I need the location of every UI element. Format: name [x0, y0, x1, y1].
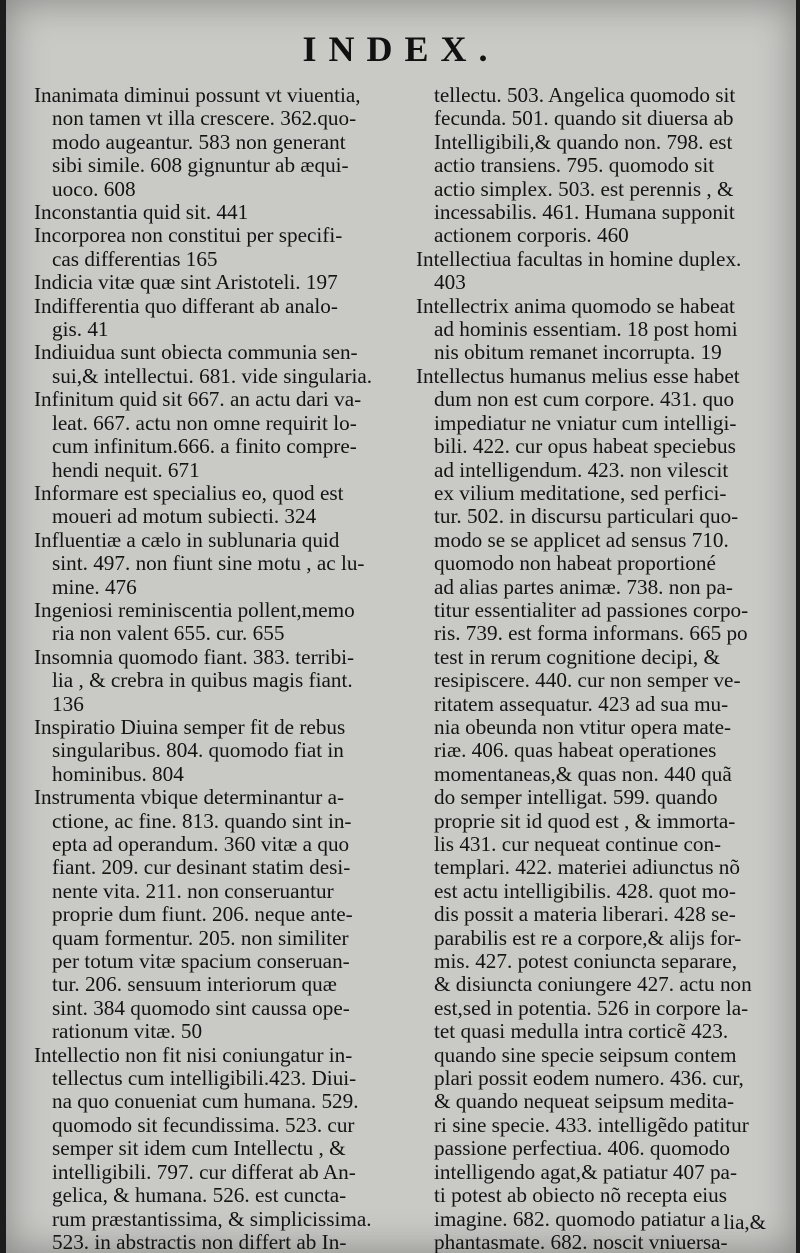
catchword: lia,&: [723, 1210, 766, 1234]
index-line: tellectus cum intelligibili.423. Diui-: [52, 1067, 357, 1091]
index-line: intelligibili. 797. cur differat ab An-: [52, 1160, 356, 1184]
index-line: fecunda. 501. quando sit diuersa ab: [434, 107, 734, 131]
book-page: [6, 0, 796, 1253]
index-line: hendi nequit. 671: [52, 458, 200, 482]
index-line: Infinitum quid sit 667. an actu dari va-: [34, 388, 362, 412]
index-line: ad alias partes animæ. 738. non pa-: [434, 575, 733, 599]
index-line: tellectu. 503. Angelica quomodo sit: [434, 84, 736, 107]
index-line: fiant. 209. cur desinant statim desi-: [52, 856, 351, 880]
index-line: sint. 497. non fiunt sine motu , ac lu-: [52, 552, 365, 576]
index-line: Inanimata diminui possunt vt viuentia,: [34, 84, 361, 107]
index-line: Insomnia quomodo fiant. 383. terribi-: [34, 645, 355, 669]
index-line: est actu intelligibilis. 428. quot mo-: [434, 879, 736, 903]
index-line: proprie sit id quod est , & immorta-: [434, 809, 736, 833]
index-line: impediatur ne vniatur cum intelligi-: [434, 411, 737, 435]
index-line: tet quasi medulla intra corticẽ 423.: [434, 1020, 729, 1044]
index-line: per totum vitæ spacium conseruan-: [52, 950, 350, 974]
index-line: & disiuncta coniungere 427. actu non: [434, 973, 752, 997]
index-line: resipiscere. 440. cur non semper ve-: [434, 669, 741, 693]
index-line: ad intelligendum. 423. non vilescit: [434, 458, 729, 482]
index-line: dum non est cum corpore. 431. quo: [434, 388, 735, 412]
index-line: Instrumenta vbique determinantur a-: [34, 786, 345, 810]
index-line: phantasmate. 682. noscit vniuersa-: [434, 1230, 728, 1253]
index-line: actionem corporis. 460: [434, 224, 629, 248]
index-line: na quo conueniat cum humana. 529.: [52, 1090, 359, 1114]
index-line: gis. 41: [52, 318, 109, 342]
index-line: lia , & crebra in quibus magis fiant.: [52, 669, 353, 693]
index-line: quando sine specie seipsum contem: [434, 1043, 737, 1067]
index-line: passione perfectiua. 406. quomodo: [434, 1137, 730, 1161]
index-line: mis. 427. potest coniuncta separare,: [434, 950, 738, 974]
index-line: Inconstantia quid sit. 441: [34, 201, 249, 225]
index-line: Indicia vitæ quæ sint Aristoteli. 197: [34, 271, 338, 295]
index-line: cas differentias 165: [52, 247, 218, 271]
index-line: titur essentialiter ad passiones corpo-: [434, 598, 749, 622]
index-line: Intellectiua facultas in homine duplex.: [416, 247, 742, 271]
index-line: Indiuidua sunt obiecta communia sen-: [34, 341, 358, 365]
index-line: hominibus. 804: [52, 762, 184, 786]
index-line: nente vita. 211. non conseruantur: [52, 879, 334, 903]
index-line: do semper intelligat. 599. quando: [434, 786, 718, 810]
index-line: Intellectio non fit nisi coniungatur in-: [34, 1043, 353, 1067]
index-line: sui,& intellectui. 681. vide singularia.: [52, 364, 373, 388]
page-header: INDEX.: [302, 29, 500, 69]
index-column-right: [416, 84, 786, 1253]
index-line: 523. in abstractis non differt ab In-: [52, 1230, 347, 1253]
index-line: rationum vitæ. 50: [52, 1020, 203, 1044]
index-line: parabilis est re a corpore,& alijs for-: [434, 926, 742, 950]
index-line: Intelligibili,& quando non. 798. est: [434, 130, 733, 154]
index-line: rum præstantissima, & simplicissima.: [52, 1207, 372, 1231]
index-line: momentaneas,& quas non. 440 quã: [434, 762, 732, 786]
index-line: templari. 422. materiei adiunctus nõ: [434, 856, 740, 880]
index-line: sibi simile. 608 gignuntur ab æqui-: [52, 154, 349, 178]
index-line: quomodo sit fecundissima. 523. cur: [52, 1113, 355, 1137]
index-line: gelica, & humana. 526. est cuncta-: [52, 1184, 347, 1208]
index-line: tur. 502. in discursu particulari quo-: [434, 505, 739, 529]
index-line: 136: [52, 692, 84, 716]
index-line: semper sit idem cum Intellectu , &: [52, 1137, 346, 1161]
index-line: modo augeantur. 583 non generant: [52, 130, 346, 154]
index-line: uoco. 608: [52, 177, 136, 201]
index-line: nis obitum remanet incorrupta. 19: [434, 341, 722, 365]
index-line: & quando nequeat seipsum medita-: [434, 1090, 735, 1114]
index-line: mine. 476: [52, 575, 137, 599]
index-line: modo se se applicet ad sensus 710.: [434, 528, 729, 552]
index-line: Incorporea non constitui per specifi-: [34, 224, 343, 248]
index-line: nia obeunda non vtitur opera mate-: [434, 715, 732, 739]
index-line: tur. 206. sensuum interiorum quæ: [52, 973, 337, 997]
index-line: actio simplex. 503. est perennis , &: [434, 177, 734, 201]
index-column-left: [34, 84, 404, 1253]
index-line: epta ad operandum. 360 vitæ a quo: [52, 833, 350, 856]
index-line: Inspiratio Diuina semper fit de rebus: [34, 715, 346, 739]
index-line: non tamen vt illa crescere. 362.quo-: [52, 107, 357, 131]
index-line: ritatem assequatur. 423 ad sua mu-: [434, 692, 729, 716]
index-line: intelligendo agat,& patiatur 407 pa-: [434, 1160, 738, 1184]
index-line: proprie dum fiunt. 206. neque ante-: [52, 903, 353, 927]
index-line: Informare est specialius eo, quod est: [34, 481, 344, 505]
index-line: ex vilium meditatione, sed perfici-: [434, 481, 727, 505]
index-line: incessabilis. 461. Humana supponit: [434, 201, 735, 225]
index-line: bili. 422. cur opus habeat speciebus: [434, 435, 736, 459]
index-line: test in rerum cognitione decipi, &: [434, 645, 720, 669]
index-line: Intellectus humanus melius esse habet: [416, 364, 740, 388]
index-line: ad hominis essentiam. 18 post homi: [434, 318, 738, 342]
index-line: riæ. 406. quas habeat operationes: [434, 739, 717, 763]
index-line: est,sed in potentia. 526 in corpore la-: [434, 996, 749, 1020]
index-line: dis possit a materia liberari. 428 se-: [434, 903, 736, 927]
index-line: leat. 667. actu non omne requirit lo-: [52, 411, 357, 435]
index-line: quomodo non habeat proportioné: [434, 552, 716, 576]
index-line: Intellectrix anima quomodo se habeat: [416, 294, 735, 318]
index-line: plari possit eodem numero. 436. cur,: [434, 1067, 744, 1091]
index-line: quam formentur. 205. non similiter: [52, 926, 349, 950]
index-line: ri sine specie. 433. intelligẽdo patitur: [434, 1113, 749, 1137]
index-line: ti potest ab obiecto nõ recepta eius: [434, 1184, 727, 1208]
index-line: cum infinitum.666. a finito compre-: [52, 435, 357, 459]
index-line: ctione, ac fine. 813. quando sint in-: [52, 809, 352, 833]
index-line: ris. 739. est forma informans. 665 po: [434, 622, 748, 646]
index-line: actio transiens. 795. quomodo sit: [434, 154, 715, 178]
index-line: imagine. 682. quomodo patiatur a: [434, 1207, 720, 1231]
index-line: Ingeniosi reminiscentia pollent,memo: [34, 598, 355, 622]
index-line: ria non valent 655. cur. 655: [52, 622, 285, 646]
index-line: lis 431. cur nequeat continue con-: [434, 833, 722, 856]
index-line: moueri ad motum subiecti. 324: [52, 505, 317, 529]
index-line: 403: [434, 271, 466, 295]
index-line: Influentiæ a cælo in sublunaria quid: [34, 528, 340, 552]
index-line: singularibus. 804. quomodo fiat in: [52, 739, 344, 763]
index-line: Indifferentia quo differant ab analo-: [34, 294, 338, 318]
index-line: sint. 384 quomodo sint caussa ope-: [52, 996, 350, 1020]
